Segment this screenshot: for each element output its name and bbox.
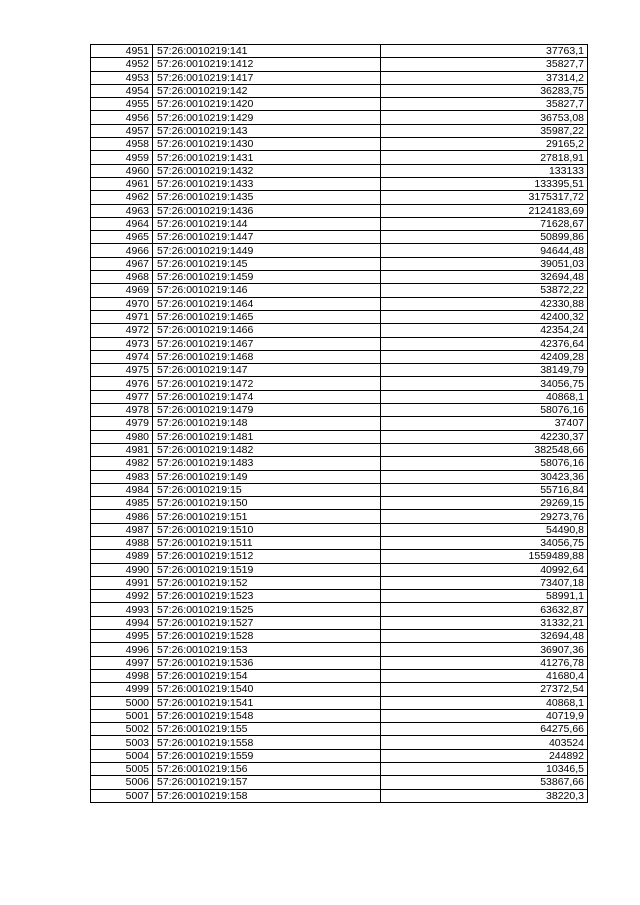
table-row	[91, 98, 588, 111]
row-number-cell: 4958	[91, 138, 153, 151]
row-number-cell: 4978	[91, 404, 153, 417]
cadastral-value-cell: 40992,64	[381, 563, 588, 576]
cadastral-number-cell: 57:26:0010219:1527	[153, 616, 381, 629]
cadastral-number-cell: 57:26:0010219:1431	[153, 151, 381, 164]
table-row	[91, 457, 588, 470]
cadastral-number-cell: 57:26:0010219:1420	[153, 98, 381, 111]
row-number-cell: 4961	[91, 177, 153, 190]
cadastral-number-cell: 57:26:0010219:1525	[153, 603, 381, 616]
row-number-cell: 4989	[91, 550, 153, 563]
row-number-cell: 4985	[91, 497, 153, 510]
row-number-cell: 5005	[91, 763, 153, 776]
row-number-cell: 4993	[91, 603, 153, 616]
cadastral-number-cell: 57:26:0010219:1558	[153, 736, 381, 749]
table-row	[91, 483, 588, 496]
cadastral-value-cell: 36283,75	[381, 84, 588, 97]
cadastral-value-cell: 42230,37	[381, 430, 588, 443]
cadastral-number-cell: 57:26:0010219:146	[153, 284, 381, 297]
row-number-cell: 4999	[91, 683, 153, 696]
cadastral-number-cell: 57:26:0010219:1436	[153, 204, 381, 217]
cadastral-value-cell: 53872,22	[381, 284, 588, 297]
row-number-cell: 4980	[91, 430, 153, 443]
row-number-cell: 4967	[91, 257, 153, 270]
cadastral-number-cell: 57:26:0010219:156	[153, 763, 381, 776]
cadastral-value-cell: 39051,03	[381, 257, 588, 270]
cadastral-number-cell: 57:26:0010219:145	[153, 257, 381, 270]
row-number-cell: 4992	[91, 590, 153, 603]
table-row	[91, 576, 588, 589]
table-row	[91, 696, 588, 709]
cadastral-number-cell: 57:26:0010219:1449	[153, 244, 381, 257]
table-row	[91, 138, 588, 151]
table-row	[91, 84, 588, 97]
cadastral-value-cell: 71628,67	[381, 217, 588, 230]
cadastral-value-cell: 35827,7	[381, 58, 588, 71]
cadastral-value-cell: 58076,16	[381, 404, 588, 417]
table-row	[91, 350, 588, 363]
row-number-cell: 4959	[91, 151, 153, 164]
cadastral-number-cell: 57:26:0010219:1466	[153, 324, 381, 337]
cadastral-value-cell: 133395,51	[381, 177, 588, 190]
table-row	[91, 709, 588, 722]
table-row	[91, 563, 588, 576]
table-body	[91, 45, 588, 803]
cadastral-value-cell: 35827,7	[381, 98, 588, 111]
table-row	[91, 124, 588, 137]
row-number-cell: 4974	[91, 350, 153, 363]
cadastral-value-cell: 53867,66	[381, 776, 588, 789]
cadastral-number-cell: 57:26:0010219:1430	[153, 138, 381, 151]
cadastral-value-cell: 244892	[381, 749, 588, 762]
cadastral-number-cell: 57:26:0010219:155	[153, 723, 381, 736]
table-row	[91, 643, 588, 656]
cadastral-number-cell: 57:26:0010219:1510	[153, 523, 381, 536]
cadastral-number-cell: 57:26:0010219:1447	[153, 231, 381, 244]
cadastral-value-cell: 34056,75	[381, 536, 588, 549]
row-number-cell: 4977	[91, 390, 153, 403]
cadastral-value-cell: 42354,24	[381, 324, 588, 337]
cadastral-value-cell: 73407,18	[381, 576, 588, 589]
table-row	[91, 271, 588, 284]
row-number-cell: 4995	[91, 630, 153, 643]
table-row	[91, 749, 588, 762]
table-row	[91, 310, 588, 323]
table-row	[91, 257, 588, 270]
row-number-cell: 4952	[91, 58, 153, 71]
cadastral-number-cell: 57:26:0010219:1467	[153, 337, 381, 350]
cadastral-value-cell: 32694,48	[381, 630, 588, 643]
cadastral-number-cell: 57:26:0010219:1465	[153, 310, 381, 323]
cadastral-value-cell: 1559489,88	[381, 550, 588, 563]
row-number-cell: 4994	[91, 616, 153, 629]
row-number-cell: 5003	[91, 736, 153, 749]
table-row	[91, 523, 588, 536]
row-number-cell: 4997	[91, 656, 153, 669]
table-row	[91, 151, 588, 164]
cadastral-value-cell: 42376,64	[381, 337, 588, 350]
table-row	[91, 616, 588, 629]
table-row	[91, 71, 588, 84]
table-row	[91, 177, 588, 190]
row-number-cell: 4975	[91, 364, 153, 377]
table-row	[91, 45, 588, 58]
cadastral-number-cell: 57:26:0010219:1479	[153, 404, 381, 417]
row-number-cell: 4970	[91, 297, 153, 310]
row-number-cell: 4951	[91, 45, 153, 58]
row-number-cell: 4990	[91, 563, 153, 576]
cadastral-number-cell: 57:26:0010219:143	[153, 124, 381, 137]
cadastral-number-cell: 57:26:0010219:1548	[153, 709, 381, 722]
table-row	[91, 337, 588, 350]
cadastral-number-cell: 57:26:0010219:1523	[153, 590, 381, 603]
cadastral-number-cell: 57:26:0010219:1432	[153, 164, 381, 177]
cadastral-value-cell: 34056,75	[381, 377, 588, 390]
cadastral-value-cell: 41276,78	[381, 656, 588, 669]
cadastral-value-cell: 3175317,72	[381, 191, 588, 204]
row-number-cell: 4986	[91, 510, 153, 523]
cadastral-value-cell: 36907,36	[381, 643, 588, 656]
cadastral-number-cell: 57:26:0010219:154	[153, 669, 381, 682]
cadastral-value-cell: 29165,2	[381, 138, 588, 151]
table-row	[91, 763, 588, 776]
cadastral-number-cell: 57:26:0010219:1433	[153, 177, 381, 190]
cadastral-value-cell: 58076,16	[381, 457, 588, 470]
cadastral-number-cell: 57:26:0010219:152	[153, 576, 381, 589]
cadastral-number-cell: 57:26:0010219:1512	[153, 550, 381, 563]
row-number-cell: 4983	[91, 470, 153, 483]
cadastral-number-cell: 57:26:0010219:1464	[153, 297, 381, 310]
cadastral-value-cell: 63632,87	[381, 603, 588, 616]
row-number-cell: 5002	[91, 723, 153, 736]
cadastral-value-cell: 40868,1	[381, 696, 588, 709]
cadastral-number-cell: 57:26:0010219:1511	[153, 536, 381, 549]
row-number-cell: 4960	[91, 164, 153, 177]
cadastral-number-cell: 57:26:0010219:1536	[153, 656, 381, 669]
table-row	[91, 603, 588, 616]
table-row	[91, 231, 588, 244]
table-row	[91, 443, 588, 456]
table-row	[91, 430, 588, 443]
table-row	[91, 284, 588, 297]
row-number-cell: 4956	[91, 111, 153, 124]
row-number-cell: 4953	[91, 71, 153, 84]
cadastral-number-cell: 57:26:0010219:1472	[153, 377, 381, 390]
table-row	[91, 297, 588, 310]
table-row	[91, 497, 588, 510]
table-row	[91, 244, 588, 257]
cadastral-number-cell: 57:26:0010219:15	[153, 483, 381, 496]
table-row	[91, 656, 588, 669]
table-row	[91, 683, 588, 696]
table-row	[91, 377, 588, 390]
cadastral-number-cell: 57:26:0010219:1483	[153, 457, 381, 470]
cadastral-number-cell: 57:26:0010219:153	[153, 643, 381, 656]
cadastral-number-cell: 57:26:0010219:1468	[153, 350, 381, 363]
table-row	[91, 204, 588, 217]
cadastral-value-cell: 58991,1	[381, 590, 588, 603]
cadastral-value-cell: 32694,48	[381, 271, 588, 284]
cadastral-number-cell: 57:26:0010219:148	[153, 417, 381, 430]
cadastral-value-cell: 31332,21	[381, 616, 588, 629]
table-row	[91, 217, 588, 230]
cadastral-number-cell: 57:26:0010219:141	[153, 45, 381, 58]
table-row	[91, 164, 588, 177]
cadastral-number-cell: 57:26:0010219:144	[153, 217, 381, 230]
cadastral-value-table	[90, 44, 588, 803]
row-number-cell: 4965	[91, 231, 153, 244]
row-number-cell: 4969	[91, 284, 153, 297]
table-row	[91, 723, 588, 736]
cadastral-value-cell: 27818,91	[381, 151, 588, 164]
cadastral-value-cell: 10346,5	[381, 763, 588, 776]
cadastral-number-cell: 57:26:0010219:1459	[153, 271, 381, 284]
cadastral-number-cell: 57:26:0010219:1541	[153, 696, 381, 709]
cadastral-number-cell: 57:26:0010219:1519	[153, 563, 381, 576]
table-row	[91, 324, 588, 337]
cadastral-value-cell: 29269,15	[381, 497, 588, 510]
cadastral-number-cell: 57:26:0010219:1559	[153, 749, 381, 762]
cadastral-number-cell: 57:26:0010219:158	[153, 789, 381, 802]
row-number-cell: 5000	[91, 696, 153, 709]
cadastral-value-cell: 50899,86	[381, 231, 588, 244]
row-number-cell: 4964	[91, 217, 153, 230]
cadastral-value-cell: 55716,84	[381, 483, 588, 496]
cadastral-number-cell: 57:26:0010219:1474	[153, 390, 381, 403]
cadastral-number-cell: 57:26:0010219:157	[153, 776, 381, 789]
cadastral-value-cell: 133133	[381, 164, 588, 177]
table-row	[91, 510, 588, 523]
table-row	[91, 404, 588, 417]
cadastral-value-cell: 37407	[381, 417, 588, 430]
cadastral-value-cell: 40868,1	[381, 390, 588, 403]
row-number-cell: 4971	[91, 310, 153, 323]
row-number-cell: 4988	[91, 536, 153, 549]
cadastral-number-cell: 57:26:0010219:149	[153, 470, 381, 483]
cadastral-value-cell: 54490,8	[381, 523, 588, 536]
row-number-cell: 4996	[91, 643, 153, 656]
row-number-cell: 4987	[91, 523, 153, 536]
cadastral-number-cell: 57:26:0010219:150	[153, 497, 381, 510]
table-row	[91, 776, 588, 789]
cadastral-number-cell: 57:26:0010219:147	[153, 364, 381, 377]
table-row	[91, 417, 588, 430]
table-row	[91, 630, 588, 643]
row-number-cell: 4998	[91, 669, 153, 682]
table-row	[91, 470, 588, 483]
cadastral-number-cell: 57:26:0010219:1540	[153, 683, 381, 696]
row-number-cell: 4955	[91, 98, 153, 111]
table-row	[91, 550, 588, 563]
table-row	[91, 191, 588, 204]
table-row	[91, 536, 588, 549]
cadastral-value-cell: 30423,36	[381, 470, 588, 483]
cadastral-number-cell: 57:26:0010219:1417	[153, 71, 381, 84]
cadastral-number-cell: 57:26:0010219:1435	[153, 191, 381, 204]
cadastral-number-cell: 57:26:0010219:1412	[153, 58, 381, 71]
row-number-cell: 5006	[91, 776, 153, 789]
table-row	[91, 111, 588, 124]
cadastral-value-cell: 64275,66	[381, 723, 588, 736]
row-number-cell: 4968	[91, 271, 153, 284]
table-row	[91, 364, 588, 377]
row-number-cell: 4982	[91, 457, 153, 470]
cadastral-number-cell: 57:26:0010219:1481	[153, 430, 381, 443]
cadastral-value-cell: 35987,22	[381, 124, 588, 137]
row-number-cell: 4972	[91, 324, 153, 337]
cadastral-number-cell: 57:26:0010219:1482	[153, 443, 381, 456]
row-number-cell: 5007	[91, 789, 153, 802]
cadastral-value-cell: 29273,76	[381, 510, 588, 523]
cadastral-value-cell: 38220,3	[381, 789, 588, 802]
row-number-cell: 4973	[91, 337, 153, 350]
table-row	[91, 669, 588, 682]
row-number-cell: 5001	[91, 709, 153, 722]
row-number-cell: 4991	[91, 576, 153, 589]
cadastral-value-cell: 27372,54	[381, 683, 588, 696]
cadastral-value-cell: 94644,48	[381, 244, 588, 257]
table-row	[91, 736, 588, 749]
cadastral-number-cell: 57:26:0010219:1429	[153, 111, 381, 124]
row-number-cell: 4976	[91, 377, 153, 390]
cadastral-value-cell: 403524	[381, 736, 588, 749]
row-number-cell: 4984	[91, 483, 153, 496]
cadastral-value-cell: 41680,4	[381, 669, 588, 682]
cadastral-value-cell: 382548,66	[381, 443, 588, 456]
cadastral-value-cell: 40719,9	[381, 709, 588, 722]
row-number-cell: 4962	[91, 191, 153, 204]
row-number-cell: 4966	[91, 244, 153, 257]
row-number-cell: 4981	[91, 443, 153, 456]
cadastral-value-cell: 2124183,69	[381, 204, 588, 217]
cadastral-number-cell: 57:26:0010219:1528	[153, 630, 381, 643]
table-row	[91, 590, 588, 603]
cadastral-value-cell: 42400,32	[381, 310, 588, 323]
row-number-cell: 4954	[91, 84, 153, 97]
row-number-cell: 4979	[91, 417, 153, 430]
cadastral-value-cell: 42409,28	[381, 350, 588, 363]
cadastral-number-cell: 57:26:0010219:151	[153, 510, 381, 523]
cadastral-value-cell: 42330,88	[381, 297, 588, 310]
cadastral-value-cell: 37314,2	[381, 71, 588, 84]
row-number-cell: 5004	[91, 749, 153, 762]
table-row	[91, 58, 588, 71]
row-number-cell: 4963	[91, 204, 153, 217]
cadastral-value-cell: 37763,1	[381, 45, 588, 58]
row-number-cell: 4957	[91, 124, 153, 137]
cadastral-value-cell: 36753,08	[381, 111, 588, 124]
table-row	[91, 390, 588, 403]
table-row	[91, 789, 588, 802]
cadastral-number-cell: 57:26:0010219:142	[153, 84, 381, 97]
cadastral-value-cell: 38149,79	[381, 364, 588, 377]
